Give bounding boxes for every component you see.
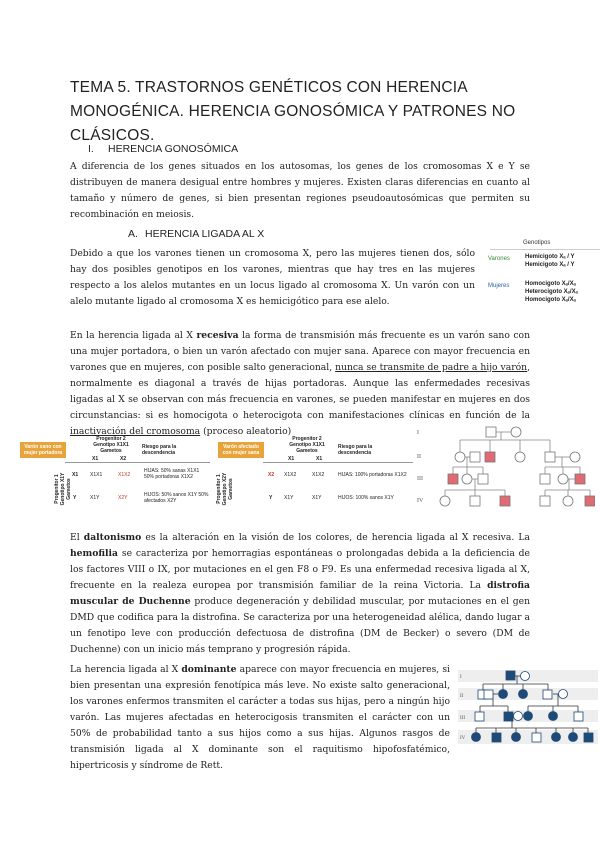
text-run: En la herencia ligada al X <box>70 330 197 341</box>
risk-text: HIJOS: 100% sanos X1Y <box>338 495 394 501</box>
row-gamete: Y <box>269 495 273 501</box>
daltonismo-paragraph <box>70 530 530 658</box>
female-genotype-3: Homocigoto Xₐ/Xₐ <box>525 297 576 303</box>
bold-term: daltonismo <box>83 532 142 543</box>
genotypes-divider <box>490 249 600 250</box>
risk-title: Riesgo para la descendencia <box>142 444 177 456</box>
punnett-table-1 <box>20 436 210 512</box>
pedigree-dominant-svg <box>458 668 598 748</box>
subsection-heading: HERENCIA LIGADA AL X <box>145 228 265 240</box>
cell: X1X2 <box>284 472 297 478</box>
table-corner: Varón afectado con mujer sana <box>218 442 264 458</box>
gen-label: III <box>417 476 423 482</box>
gen-label: IV <box>460 736 466 741</box>
bold-term: distrofia muscular de Duchenne <box>70 580 530 607</box>
row-gamete: X2 <box>268 472 275 478</box>
table-corner: Varón sano con mujer portadora <box>20 442 66 458</box>
bold-term: recesiva <box>196 330 239 341</box>
col-gamete: X1 <box>316 456 323 462</box>
cell: X1Y <box>312 495 322 501</box>
col-gamete: X1 <box>288 456 295 462</box>
text-run: La herencia ligada al X <box>70 664 182 675</box>
text-run: aparece con mayor frecuencia en mujeres, si bien presentan una expresión fenotípica más leve. No existe salto generacional, los varones enfermos transmiten el carácter a todas sus hijas, pero a ningún hijo varón. Las mujeres afectadas en heterocigosis transmiten el carácter con un 50% de probabilidad tanto a sus hijos como a sus hijas. Algunos rasgos de transmisión ligada al X dominante son el raquitismo hipofosfatémico, hipertricosis y síndrome de Rett. <box>70 664 450 771</box>
gen-label: IV <box>417 498 424 504</box>
genotypes-header: Genotipos <box>523 240 551 246</box>
col-title: Progenitor 2 Genotipo X1X1 Gametos <box>93 436 129 454</box>
gen-label: II <box>460 694 464 699</box>
punnett-table-2 <box>216 436 413 512</box>
gen-label: I <box>460 675 462 680</box>
underlined-text: inactivación del cromosoma <box>70 426 201 437</box>
bold-term: hemofilia <box>70 548 118 559</box>
risk-title: Riesgo para la descendencia <box>338 444 373 456</box>
col-title: Progenitor 2 Genotipo X1X1 Gametos <box>289 436 325 454</box>
pedigree-recessive <box>415 422 595 517</box>
text-run: es la alteración en la visión de los colores, de herencia ligada al X recesiva. La <box>141 532 530 543</box>
risk-text: HIJAS: 100% portadoras X1X2 <box>338 472 407 478</box>
text-run: produce degeneración y debilidad muscular, por mutaciones en el gen DMD que codifica para la distrofina. Se caracteriza por una heterogeneidad alélica, dando lugar a un fenotipo leve con producción defectuosa de distrofina (DM de Becker) o severo (DM de Duchenne) con un inicio más temprano y progresión rápida. <box>70 596 530 655</box>
row-title: Progenitor 1 Genotipo X2Y Gametos <box>216 472 234 506</box>
section-heading: HERENCIA GONOSÓMICA <box>108 143 239 155</box>
female-genotype-1: Homocigoto Xₐ/Xₐ <box>525 281 576 287</box>
row-gamete: X1 <box>72 472 79 478</box>
ligada-paragraph: Debido a que los varones tienen un cromosoma X, pero las mujeres tienen dos, sólo hay dos posibles genotipos en los varones, mientras que hay tres en las mujeres respecto a los alelos mutantes en un locus ligado al cromosoma X. Un varón con un alelo mutante ligado al cromosoma X es hemicigótico para ese alelo. <box>70 248 475 307</box>
text-run: El <box>70 532 84 543</box>
row-gamete: Y <box>73 495 77 501</box>
text-run: se caracteriza por hemorragias espontáneas o prolongadas debida a la deficiencia de los factores VIII o IX, por mutaciones en el gen F8 o F9. Es una enfermedad recesiva ligada al X, frecuente en la realeza europea por transmisión familiar de la reina Victoria. La <box>70 548 530 591</box>
cell: X2Y <box>118 495 128 501</box>
male-genotype-2: Hemicigoto Xₐ / Y <box>525 262 575 268</box>
risk-text: HIJOS: 50% sanos X1Y 50% afectados X2Y <box>144 492 209 504</box>
page-title: TEMA 5. TRASTORNOS GENÉTICOS CON HERENCIA MONOGÉNICA. HERENCIA GONOSÓMICA Y PATRONES NO CLÁSICOS. <box>70 79 516 144</box>
text-run: , normalmente es diagonal a través de hijas portadoras. Aunque las enfermedades recesivas ligadas al X se observan con más frecuencia en varones, se pueden manifestar en mujeres en dos circunstancias: si es homocigota o heterocigota con manifestaciones clínicas en función de la <box>70 362 530 421</box>
pedigree-dominant <box>458 668 598 748</box>
cell: X1X2 <box>118 472 131 478</box>
male-genotype-1: Hemicigoto Xₐ / Y <box>525 254 575 260</box>
intro-paragraph: A diferencia de los genes situados en los autosomas, los genes de los cromosomas X e Y se distribuyen de manera desigual entre hombres y mujeres. Existen claras diferencias en cuanto al tamaño y número de genes, si bien presentan regiones pseudoautosómicas que permiten su recombinación en meiosis. <box>70 161 530 220</box>
cell: X1Y <box>90 495 100 501</box>
cell: X1X1 <box>90 472 103 478</box>
underlined-text: nunca se transmite de padre a hijo varón <box>335 362 528 373</box>
col-gamete: X2 <box>120 456 127 462</box>
table-rule <box>263 462 413 463</box>
pedigree-recessive-svg <box>415 422 595 517</box>
col-gamete: X1 <box>92 456 99 462</box>
text-run: (proceso aleatorio) <box>200 426 292 437</box>
section-number: I. <box>88 143 94 155</box>
cell: X1X2 <box>312 472 325 478</box>
genotypes-box <box>485 240 600 315</box>
females-label: Mujeres <box>488 283 510 289</box>
bold-term: dominante <box>181 664 237 675</box>
dominante-paragraph <box>70 662 450 774</box>
table-rule <box>65 462 210 463</box>
text-run: la forma de transmisión más frecuente es un varón sano con una mujer portadora, o bien un varón afectado con mujer sana. Aparece con mayor frecuencia en varones que en mujeres, con posible salto generacional, <box>70 330 530 373</box>
gen-label: I <box>417 430 419 436</box>
female-genotype-2: Heterocigoto Xₐ/Xₐ <box>525 289 578 295</box>
males-label: Varones <box>488 256 510 262</box>
subsection-number: A. <box>128 228 138 240</box>
row-title: Progenitor 1 Genotipo X1Y Gametos <box>54 472 72 506</box>
cell: X1Y <box>284 495 294 501</box>
gen-label: III <box>460 716 465 721</box>
risk-text: HIJAS: 50% sanas X1X1 50% portadoras X1X2 <box>144 468 200 480</box>
gen-label: II <box>417 454 421 460</box>
